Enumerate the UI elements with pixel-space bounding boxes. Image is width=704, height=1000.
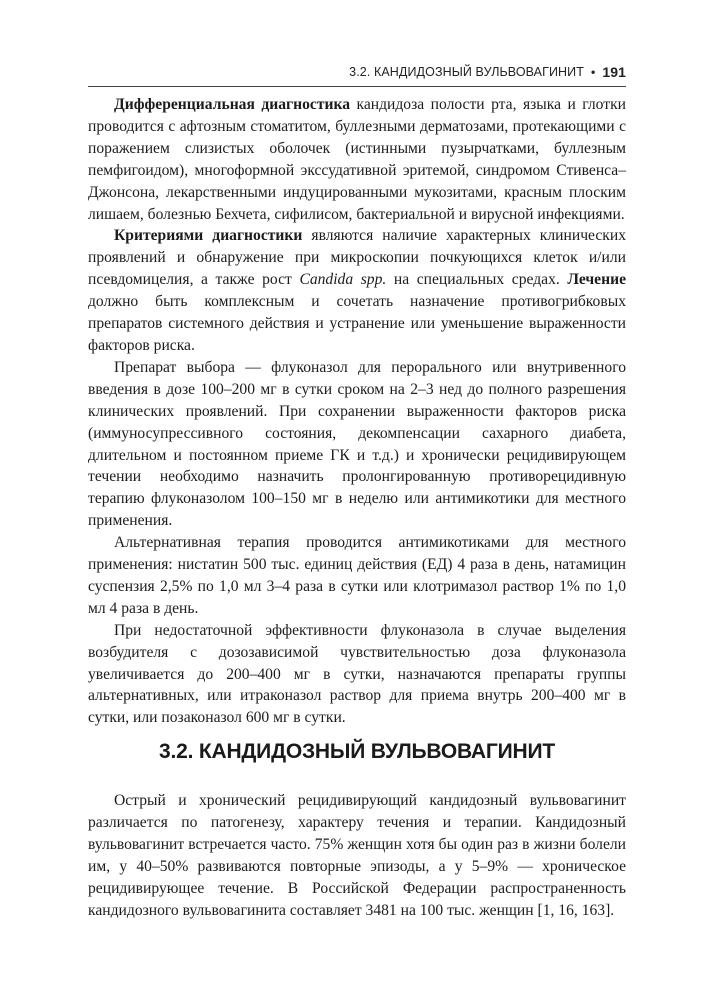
species-name: Candida spp. <box>299 271 387 289</box>
section-heading: 3.2. КАНДИДОЗНЫЙ ВУЛЬВОВАГИНИТ <box>159 740 555 763</box>
header-rule <box>88 86 626 87</box>
paragraph-vulvovaginitis-intro: Острый и хронический рецидивирующий кандидозный вульвовагинит различается по патогенезу, характеру течения и терапии. Кандидозный вульвовагинит встречается часто. 75% женщин хотя бы один раз в жизни болели им, у 40–50% развиваются повторные эпизоды, а у 5–9% — хроническое рецидивирующее течение. В Российской Федерации распространенность кандидозного вульвовагинита составляет 3481 на 100 тыс. женщин [1, 16, 163]. <box>88 792 626 919</box>
paragraph-alternative-therapy: Альтернативная терапия проводится антимикотиками для местного применения: нистатин 500 тыс. единиц действия (ЕД) 4 раза в день, натамицин суспензия 2,5% по 1,0 мл 3–4 раза в сутки или клотримазол раствор 1% по 1,0 мл 4 раза в день. <box>88 534 626 617</box>
paragraph-text: кандидоза полости рта, языка и глотки проводится с афтозным стоматитом, буллезными дерматозами, протекающими с поражением слизистых оболочек (истинными пузырчатками, буллезным пемфигоидом), многоформной экссудативной эритемой, синдромом Стивенса–Джонсона, лекарственными индуцированными мукозитами, красным плоским лишаем, болезнью Бехчета, сифилисом, бактериальной и вирусной инфекциями. <box>88 96 626 223</box>
running-header-bullet: • <box>591 65 596 79</box>
paragraph-diagnostic-criteria <box>88 225 626 356</box>
running-header-title: 3.2. КАНДИДОЗНЫЙ ВУЛЬВОВАГИНИТ <box>349 65 585 79</box>
paragraph-drug-of-choice: Препарат выбора — флуконазол для перорального или внутривенного введения в дозе 100–200 мг в сутки сроком на 2–3 нед до полного разрешения клинических проявлений. При сохранении выраженности факторов риска (иммуносупрессивного состояния, декомпенсации сахарного диабета, длительном и постоянном приеме ГК и т.д.) и хронически рецидивирующем течении необходимо назначить пролонгированную противорецидивную терапию флуконазолом 100–150 мг в неделю или антимикотики для местного применения. <box>88 358 626 530</box>
paragraph-text: являются наличие характерных клинических проявлений и обнаружение при микроскопии почкующихся клеток и/или псевдомицелия, а также рост <box>88 227 626 289</box>
section-text <box>88 790 626 921</box>
paragraph-text: на специальных средах. <box>386 271 568 289</box>
term-differential-diagnosis: Дифференциальная диагностика <box>114 96 351 113</box>
paragraph-differential-diagnosis <box>88 94 626 225</box>
term-diagnostic-criteria: Критериями диагностики <box>114 227 303 245</box>
paragraph-text: должно быть комплексным и сочетать назначение противогрибковых препаратов системного действия и устранение или уменьшение выраженности факторов риска. <box>88 293 626 354</box>
term-treatment: Лечение <box>567 271 626 289</box>
page-number: 191 <box>602 64 626 80</box>
body-text <box>88 94 626 729</box>
running-header <box>88 62 626 82</box>
paragraph-insufficient-efficacy: При недостаточной эффективности флуконазола в случае выделения возбудителя с дозозависимой чувствительностью доза флуконазола увеличивается до 200–400 мг в сутки, назначаются препараты группы альтернативных, или итраконазол раствор для приема внутрь 200–400 мг в сутки, или позаконазол 600 мг в сутки. <box>88 621 626 727</box>
